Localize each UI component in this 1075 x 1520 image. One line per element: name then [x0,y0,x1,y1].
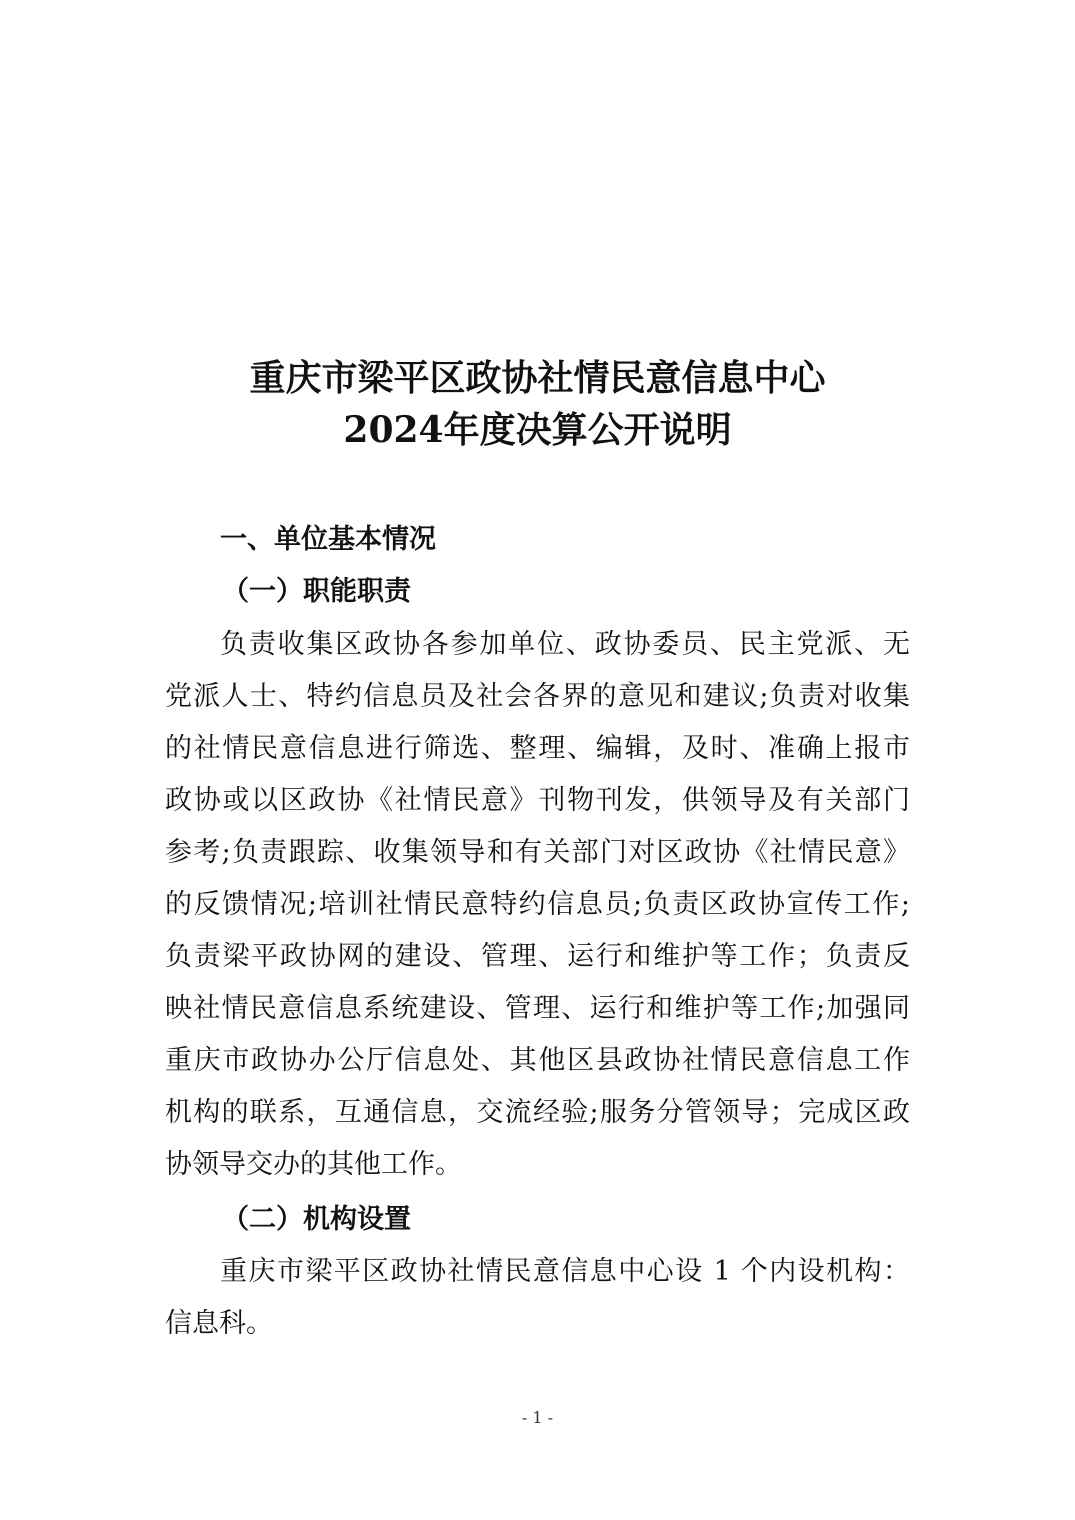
page-number: - 1 - [521,1408,554,1427]
document-title-line2: 2024年度决算公开说明 [343,409,732,451]
paragraph-line: 的反馈情况;培训社情民意特约信息员;负责区政协宣传工作; [165,889,910,920]
paragraph-line: 重庆市政协办公厅信息处、其他区县政协社情民意信息工作 [165,1045,910,1076]
paragraph-line: 政协或以区政协《社情民意》刊物刊发，供领导及有关部门 [165,785,910,816]
paragraph-line: 映社情民意信息系统建设、管理、运行和维护等工作;加强同 [165,993,910,1024]
paragraph-line: 重庆市梁平区政协社情民意信息中心设 1 个内设机构： [220,1256,910,1287]
paragraph-line: 党派人士、特约信息员及社会各界的意见和建议;负责对收集 [165,681,910,712]
paragraph-line: 参考;负责跟踪、收集领导和有关部门对区政协《社情民意》 [165,837,910,868]
document-title-line1: 重庆市梁平区政协社情民意信息中心 [249,357,826,399]
paragraph-line: 负责收集区政协各参加单位、政协委员、民主党派、无 [220,629,910,660]
paragraph-line: 负责梁平政协网的建设、管理、运行和维护等工作；负责反 [165,941,910,972]
paragraph-line: 的社情民意信息进行筛选、整理、编辑，及时、准确上报市 [165,733,910,764]
paragraph-line: 协领导交办的其他工作。 [165,1149,462,1180]
paragraph-line: 机构的联系，互通信息，交流经验;服务分管领导；完成区政 [165,1097,910,1128]
subsection-heading-functions: （一）职能职责 [222,576,411,607]
paragraph-line: 信息科。 [165,1308,273,1339]
subsection-heading-organization: （二）机构设置 [222,1204,411,1235]
section-heading-basic-info: 一、单位基本情况 [220,524,436,555]
